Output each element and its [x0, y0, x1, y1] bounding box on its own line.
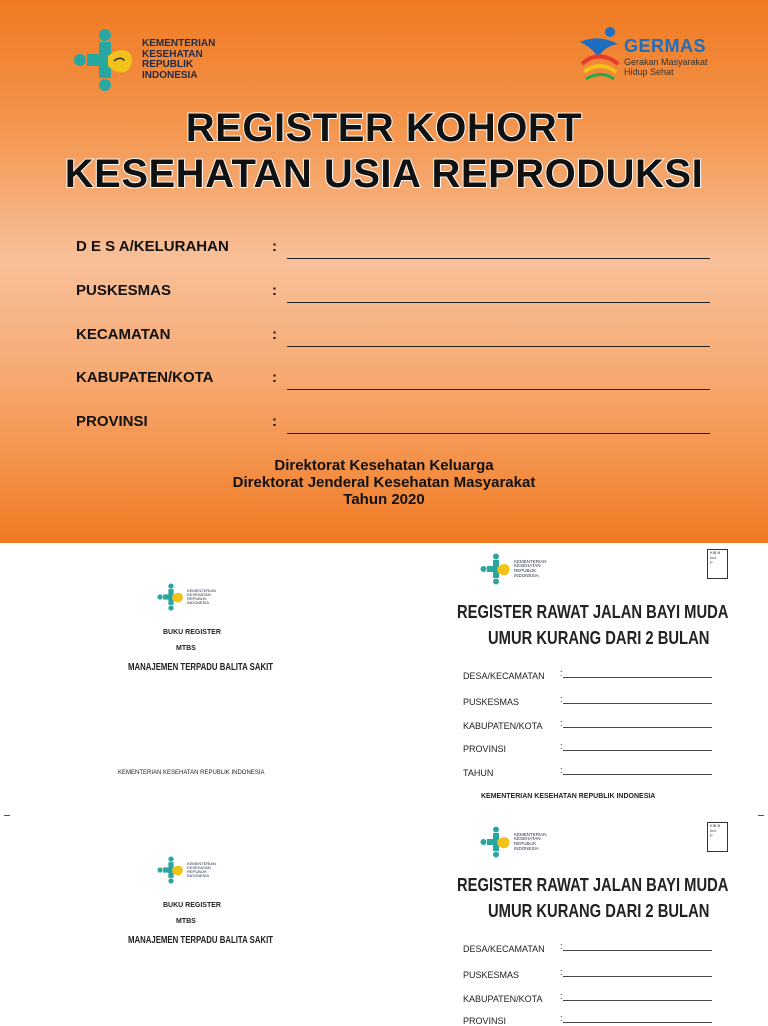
mtbs-subtitle: MANAJEMEN TERPADU BALITA SAKIT [128, 935, 274, 946]
logo-text-line: INDONESIA [514, 845, 539, 851]
field-colon: : [272, 369, 277, 386]
cover-title-line-2: KESEHATAN USIA REPRODUKSI [64, 152, 704, 196]
logo-text-line: KESEHATAN [514, 836, 541, 842]
kemkes-emblem-icon [480, 826, 512, 858]
field-line-desa[interactable] [287, 258, 710, 259]
logo-text-line: KEMENTERIAN [187, 587, 216, 593]
logo-text-line: REPUBLIK [514, 568, 537, 573]
kemkes-emblem-icon [74, 28, 136, 92]
sheet-field-line[interactable] [563, 703, 712, 704]
logo-text-line: REPUBLIK [187, 869, 207, 874]
field-colon: : [272, 238, 277, 255]
logo-text-line: REPUBLIK [142, 59, 194, 70]
cover-footer-directorate: Direktorat Kesehatan Keluarga [274, 457, 494, 474]
logo-text-line: INDONESIA [514, 572, 539, 578]
cut-mark [4, 815, 10, 816]
logo-text-line: KEMENTERIAN [142, 38, 216, 49]
sheet-field-line[interactable] [563, 1022, 712, 1023]
sheet-field-label: PUSKESMAS [463, 970, 520, 980]
kemkes-logo-small [480, 826, 547, 858]
logo-text-line: KEMENTERIAN [514, 558, 547, 564]
field-label-kabupaten: KABUPATEN/KOTA [76, 369, 214, 386]
logo-text-line: REPUBLIK [187, 596, 207, 601]
field-colon: : [272, 282, 277, 299]
sheet-field-label: PROVINSI [463, 1016, 507, 1026]
sheet-field-line[interactable] [563, 1000, 712, 1001]
kemkes-emblem-icon [157, 583, 185, 611]
sheet-field-label: TAHUN [463, 768, 494, 778]
kemkes-logo-small [157, 583, 216, 611]
germas-logo [574, 24, 714, 84]
sheet-title-line-1: REGISTER RAWAT JALAN BAYI MUDA [457, 602, 729, 622]
sheet-field-label: KABUPATEN/KOTA [463, 994, 543, 1004]
cover-title-line-1: REGISTER KOHORT [185, 106, 583, 150]
sheet-field-line[interactable] [563, 727, 712, 728]
sheet-title-line-2: UMUR KURANG DARI 2 BULAN [488, 901, 710, 921]
sheet-field-line[interactable] [563, 677, 712, 678]
field-label-kecamatan: KECAMATAN [76, 326, 171, 343]
kib-box: KIB B Ind. P [707, 822, 728, 852]
logo-text-line: KESEHATAN [514, 563, 541, 569]
kemkes-logo-small [157, 856, 216, 884]
logo-text-line: KESEHATAN [187, 591, 211, 597]
kib-box: KIB B Ind. P [707, 549, 728, 579]
mtbs-label: MTBS [176, 645, 196, 652]
mtbs-label: MTBS [176, 918, 196, 925]
germas-tagline: Gerakan Masyarakat [624, 57, 708, 67]
logo-text-line: INDONESIA [187, 873, 210, 879]
sheet-field-line[interactable] [563, 774, 712, 775]
field-label-puskesmas: PUSKESMAS [76, 282, 172, 299]
buku-register-label: BUKU REGISTER [163, 629, 221, 636]
cover-footer-directorate-general: Direktorat Jenderal Kesehatan Masyarakat [232, 474, 536, 491]
field-line-kecamatan[interactable] [287, 346, 710, 347]
kemkes-logo [74, 28, 215, 92]
sheet-title-line-1: REGISTER RAWAT JALAN BAYI MUDA [457, 875, 729, 895]
kemkes-emblem-icon [480, 553, 512, 585]
sheet-field-label: PUSKESMAS [463, 697, 520, 707]
sheet-left-footer: KEMENTERIAN KESEHATAN REPUBLIK INDONESIA [118, 770, 265, 776]
field-colon: : [272, 413, 277, 430]
germas-name: GERMAS [624, 36, 707, 56]
sheet-field-line[interactable] [563, 950, 712, 951]
field-line-kabupaten[interactable] [287, 389, 710, 390]
logo-text-line: KESEHATAN [142, 48, 203, 60]
logo-text-line: INDONESIA [142, 69, 198, 81]
logo-text-line: KESEHATAN [187, 864, 211, 870]
field-line-puskesmas[interactable] [287, 302, 710, 303]
field-line-provinsi[interactable] [287, 433, 710, 434]
kemkes-emblem-icon [157, 856, 185, 884]
logo-text-line: KEMENTERIAN [514, 831, 547, 837]
logo-text-line: INDONESIA [187, 600, 210, 606]
field-label-provinsi: PROVINSI [76, 413, 148, 430]
cut-mark [758, 815, 764, 816]
sheet-field-label: KABUPATEN/KOTA [463, 721, 543, 731]
germas-figure-icon [574, 24, 624, 84]
germas-tagline: Hidup Sehat [624, 66, 674, 77]
mtbs-subtitle: MANAJEMEN TERPADU BALITA SAKIT [128, 662, 274, 673]
sheet-field-line[interactable] [563, 750, 712, 751]
kemkes-logo-small [480, 553, 547, 585]
field-label-desa: D E S A/KELURAHAN [76, 238, 229, 255]
sheet-right-footer: KEMENTERIAN KESEHATAN REPUBLIK INDONESIA [481, 793, 656, 800]
cover-footer-year: Tahun 2020 [343, 491, 425, 508]
sheet-field-label: DESA/KECAMATAN [463, 944, 545, 954]
sheet-field-label: DESA/KECAMATAN [463, 671, 545, 681]
sheet-title-line-2: UMUR KURANG DARI 2 BULAN [488, 628, 710, 648]
buku-register-label: BUKU REGISTER [163, 902, 221, 909]
sheet-field-label: PROVINSI [463, 744, 507, 754]
logo-text-line: KEMENTERIAN [187, 860, 216, 866]
sheet-field-line[interactable] [563, 976, 712, 977]
field-colon: : [272, 326, 277, 343]
logo-text-line: REPUBLIK [514, 841, 537, 846]
